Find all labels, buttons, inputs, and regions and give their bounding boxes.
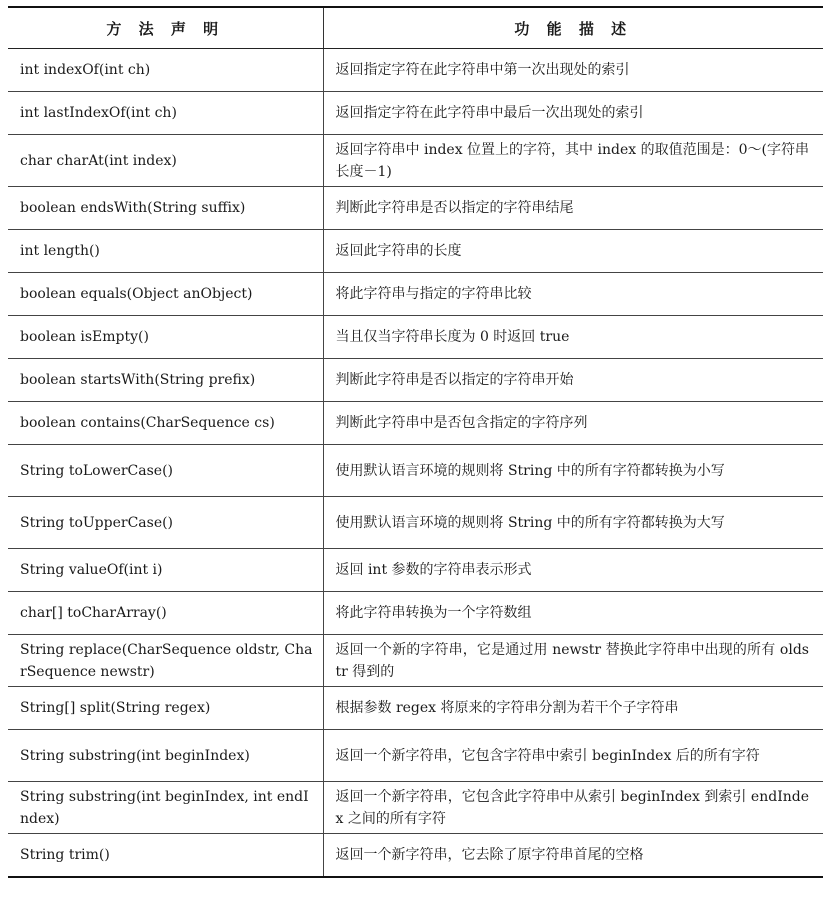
table-row [8, 549, 823, 592]
table-row [8, 230, 823, 273]
description-cell: 判断此字符串中是否包含指定的字符序列 [323, 402, 823, 445]
header-function-description: 功 能 描 述 [323, 7, 823, 49]
description-cell: 返回 int 参数的字符串表示形式 [323, 549, 823, 592]
method-cell: boolean endsWith(String suffix) [8, 187, 323, 230]
table-row [8, 445, 823, 497]
description-cell: 返回一个新的字符串，它是通过用 newstr 替换此字符串中出现的所有 oldstr 得到的 [323, 635, 823, 687]
description-cell: 返回一个新字符串，它去除了原字符串首尾的空格 [323, 834, 823, 878]
method-cell: int lastIndexOf(int ch) [8, 92, 323, 135]
table-row [8, 730, 823, 782]
table-row [8, 49, 823, 92]
description-cell: 根据参数 regex 将原来的字符串分割为若干个子字符串 [323, 687, 823, 730]
table-row [8, 92, 823, 135]
method-cell: String[] split(String regex) [8, 687, 323, 730]
description-cell: 返回一个新字符串，它包含此字符串中从索引 beginIndex 到索引 endIndex 之间的所有字符 [323, 782, 823, 834]
table-header [8, 7, 823, 49]
header-method-declaration: 方 法 声 明 [8, 7, 323, 49]
method-cell: char charAt(int index) [8, 135, 323, 187]
string-methods-table-wrapper [8, 6, 823, 878]
description-cell: 返回一个新字符串，它包含字符串中索引 beginIndex 后的所有字符 [323, 730, 823, 782]
header-row [8, 7, 823, 49]
method-cell: String toLowerCase() [8, 445, 323, 497]
method-cell: String trim() [8, 834, 323, 878]
method-cell: String toUpperCase() [8, 497, 323, 549]
method-cell: boolean isEmpty() [8, 316, 323, 359]
string-methods-table [8, 6, 823, 878]
table-row [8, 497, 823, 549]
method-cell: String substring(int beginIndex) [8, 730, 323, 782]
method-cell: String valueOf(int i) [8, 549, 323, 592]
table-row [8, 316, 823, 359]
table-row [8, 687, 823, 730]
table-row [8, 135, 823, 187]
description-cell: 返回指定字符在此字符串中最后一次出现处的索引 [323, 92, 823, 135]
method-cell: String substring(int beginIndex, int endIndex) [8, 782, 323, 834]
table-row [8, 834, 823, 878]
method-cell: int indexOf(int ch) [8, 49, 323, 92]
method-cell: String replace(CharSequence oldstr, CharSequence newstr) [8, 635, 323, 687]
table-row [8, 592, 823, 635]
description-cell: 返回指定字符在此字符串中第一次出现处的索引 [323, 49, 823, 92]
description-cell: 使用默认语言环境的规则将 String 中的所有字符都转换为小写 [323, 445, 823, 497]
table-body [8, 49, 823, 878]
description-cell: 返回此字符串的长度 [323, 230, 823, 273]
table-row [8, 359, 823, 402]
table-row [8, 273, 823, 316]
method-cell: char[] toCharArray() [8, 592, 323, 635]
table-row [8, 402, 823, 445]
description-cell: 将此字符串与指定的字符串比较 [323, 273, 823, 316]
table-row [8, 635, 823, 687]
method-cell: boolean startsWith(String prefix) [8, 359, 323, 402]
description-cell: 判断此字符串是否以指定的字符串结尾 [323, 187, 823, 230]
description-cell: 返回字符串中 index 位置上的字符，其中 index 的取值范围是：0～(字符串长度－1) [323, 135, 823, 187]
description-cell: 当且仅当字符串长度为 0 时返回 true [323, 316, 823, 359]
description-cell: 判断此字符串是否以指定的字符串开始 [323, 359, 823, 402]
method-cell: boolean contains(CharSequence cs) [8, 402, 323, 445]
method-cell: int length() [8, 230, 323, 273]
table-row [8, 782, 823, 834]
table-row [8, 187, 823, 230]
method-cell: boolean equals(Object anObject) [8, 273, 323, 316]
description-cell: 使用默认语言环境的规则将 String 中的所有字符都转换为大写 [323, 497, 823, 549]
description-cell: 将此字符串转换为一个字符数组 [323, 592, 823, 635]
